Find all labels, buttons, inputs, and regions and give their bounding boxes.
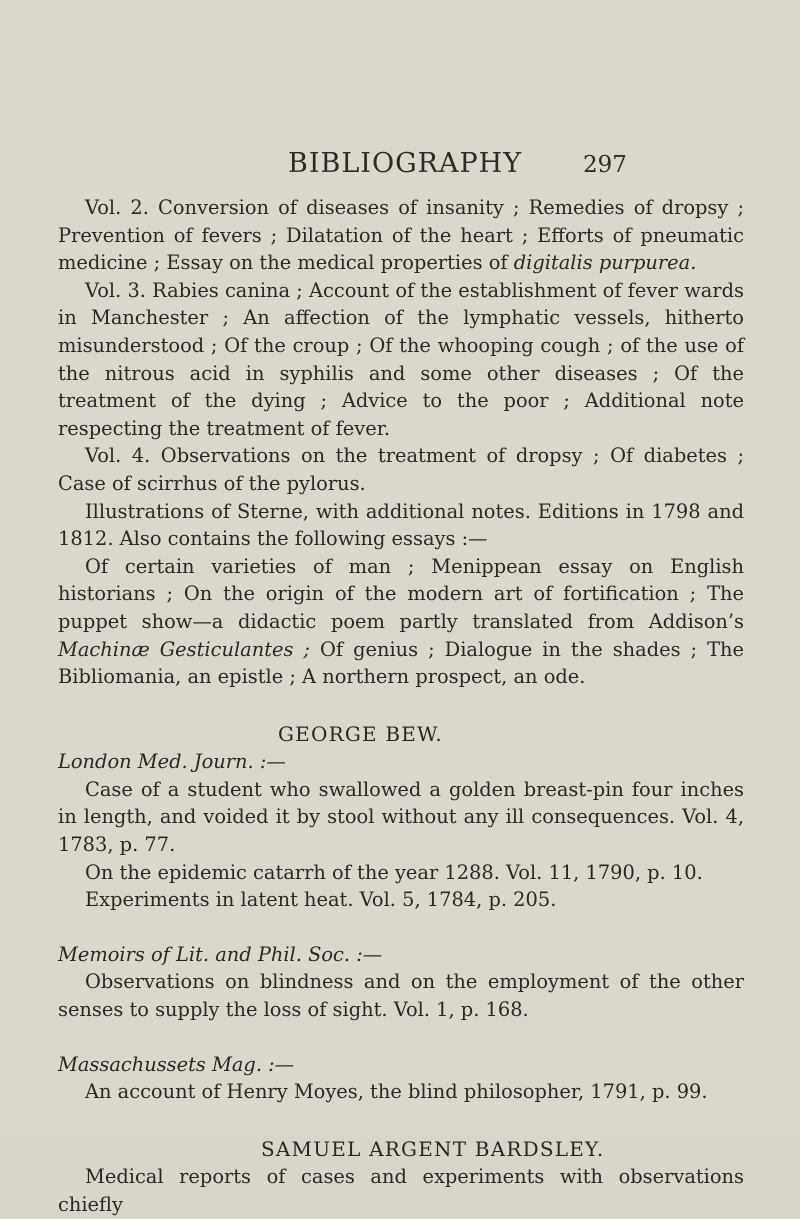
source-memoirs: Memoirs of Lit. and Phil. Soc. :— [58, 942, 383, 966]
bardsley-vol4: Vol. 4. Observations on the treatment of dropsy ; Of diabetes ; Case of scirrhus of the pylorus. [58, 444, 744, 495]
source-massachussets-mag: Massachussets Mag. :— [58, 1052, 295, 1076]
samuel-bardsley-entry-1: Medical reports of cases and experiments with observations chiefly [58, 1165, 744, 1216]
running-head: BIBLIOGRAPHY [288, 148, 523, 179]
heading-george-bew: GEORGE BEW. [278, 721, 443, 746]
body-text [58, 194, 744, 1219]
heading-samuel-argent-bardsley: SAMUEL ARGENT BARDSLEY. [261, 1136, 605, 1161]
sterne-essays: Of certain varieties of man ; Menippean essay on English historians ; On the origin of the modern art of fortification ; The puppet show—a didactic poem partly translated from Addison’s Machinæ Gesticulantes ; Of genius ; Dialogue in the shades ; The Bibliomania, an epistle ; A northern prospect, an ode. [58, 554, 744, 689]
digitalis-italic: digitalis purpurea. [513, 251, 697, 275]
bew-entry-4: Observations on blindness and on the employment of the other senses to supply the loss of sight. Vol. 1, p. 168. [58, 970, 744, 1022]
bew-entry-1: Case of a student who swallowed a golden breast-pin four inches in length, and voided it by stool without any ill consequences. Vol. 4, 1783, p. 77. [58, 777, 744, 857]
page-header [0, 148, 800, 188]
bew-entry-5: An account of Henry Moyes, the blind philosopher, 1791, p. 99. [85, 1080, 708, 1104]
bew-entry-3: Experiments in latent heat. Vol. 5, 1784, p. 205. [85, 888, 557, 912]
page-number: 297 [583, 152, 627, 178]
bew-entry-2: On the epidemic catarrh of the year 1288. Vol. 11, 1790, p. 10. [85, 860, 703, 884]
bardsley-vol2: Vol. 2. Conversion of diseases of insanity ; Remedies of dropsy ; Prevention of fevers ; Dilatation of the heart ; Efforts of pneumatic medicine ; Essay on the medical properties of digitalis purpurea. [58, 196, 744, 275]
machinae-italic: Machinæ Gesticulantes ; [58, 637, 310, 661]
sterne-entry: Illustrations of Sterne, with additional notes. Editions in 1798 and 1812. Also contains the following essays :— [58, 499, 744, 551]
source-london-med-journ: London Med. Journ. :— [58, 750, 286, 774]
bardsley-vol3: Vol. 3. Rabies canina ; Account of the establishment of fever wards in Manchester ; An affection of the lymphatic vessels, hitherto misunderstood ; Of the croup ; Of the whooping cough ; of the use of the nitrous acid in syphilis and some other diseases ; Of the treatment of the dying ; Advice to the poor ; Additional note respecting the treatment of fever. [58, 278, 744, 440]
